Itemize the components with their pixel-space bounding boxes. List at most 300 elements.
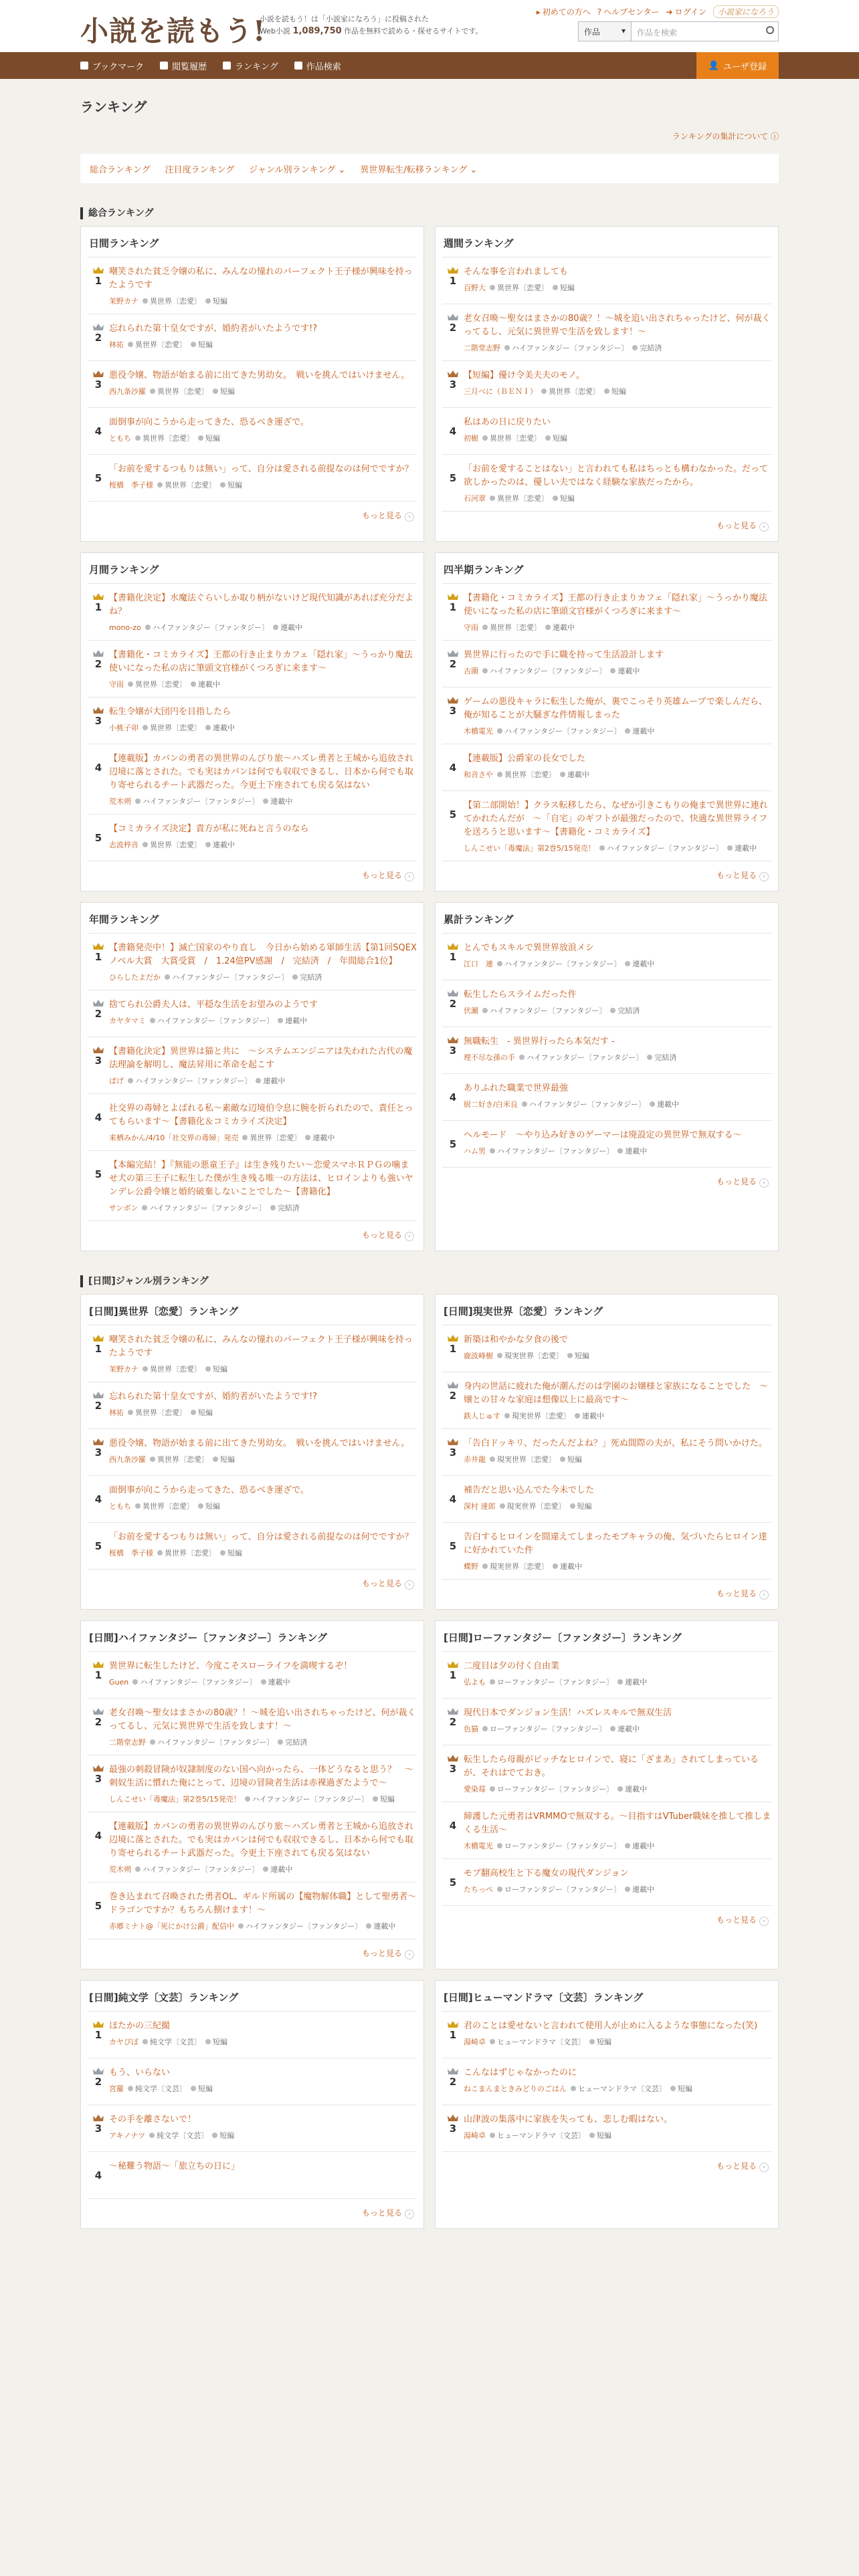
work-title-link[interactable]: 老女召喚〜聖女はまさかの80歳？！〜城を追い出されちゃったけど、何が裁くってるし、元気に異世界で生活を致します！〜 [464, 314, 771, 337]
work-title-link[interactable]: ありふれた職業で世界最強 [464, 1083, 569, 1093]
crown-icon [448, 314, 458, 320]
author-link[interactable]: 宮羅 [109, 2084, 124, 2093]
status-label: 短編 [198, 2084, 213, 2093]
rank-number: 4 [94, 425, 102, 437]
status-label: 短編 [205, 434, 220, 443]
genre-label: ハイファンタジー〔ファンタジー〕 [157, 1016, 274, 1025]
status-dot-icon [205, 2039, 211, 2044]
author-link[interactable]: mono-zo [109, 623, 141, 632]
more-link[interactable]: もっと見る › [442, 861, 771, 885]
work-meta [109, 1455, 417, 1465]
rank-badge [88, 322, 109, 354]
work-title-link[interactable]: 二度目は夕の付く自由業 [464, 1661, 560, 1671]
work-meta [109, 296, 417, 307]
status-label: 短編 [611, 387, 626, 396]
work-meta [464, 666, 771, 677]
author-link[interactable]: 林祐 [109, 1408, 124, 1417]
rank-number: 5 [94, 1900, 102, 1912]
status-label: 完結済 [285, 1738, 308, 1747]
status-label: 短編 [597, 2131, 611, 2140]
site-logo[interactable]: 小説を読もう! [80, 15, 266, 47]
work-title-link[interactable]: 悪役令嬢、物語が始まる前に出てきた男幼女。 戦いを挑んではいけません。 [109, 370, 410, 381]
genre-label: ハイファンタジー〔ファンタジー〕 [504, 727, 622, 736]
status-dot-icon [261, 1679, 266, 1685]
more-link[interactable]: もっと見る › [88, 861, 417, 885]
work-meta [109, 1794, 417, 1805]
author-link[interactable]: 荒木朔 [109, 1865, 131, 1874]
author-link[interactable]: サンボン [109, 1204, 138, 1212]
work-title-link[interactable]: 告白するヒロインを間違えてしまったモブキャラの俺、気づいたらヒロイン達に好かれていた件 [464, 1532, 767, 1555]
chevron-down-icon: ▾ [621, 26, 626, 35]
card-title: [日間]ハイファンタジー〔ファンタジー〕ランキング [88, 1628, 417, 1652]
ranking-entry [109, 2160, 417, 2191]
rank-number: 1 [94, 2029, 102, 2041]
author-link[interactable]: 桜橋 季子様 [109, 1549, 153, 1558]
genre-label: ハイファンタジー〔ファンタジー〕 [252, 1795, 369, 1804]
work-title-link[interactable]: 山津波の集落中に家族を失っても、悲しむ暇はない。 [464, 2115, 673, 2125]
work-title-link[interactable]: もう、いらない [109, 2068, 171, 2078]
work-title-link[interactable]: 巻き込まれて召喚された勇者OL、ギルド所属の【魔物解体職】として聖勇者〜ドラゴンですか？もちろん捌けます！〜 [109, 1892, 417, 1915]
author-link[interactable]: 二階堂志野 [109, 1738, 146, 1747]
author-link[interactable]: 木橋電光 [464, 727, 493, 736]
ranking-row [442, 2105, 771, 2152]
ranking-entry [109, 1390, 417, 1422]
more-link[interactable]: もっと見る › [442, 1168, 771, 1192]
ranking-entry [109, 1707, 417, 1748]
work-title-link[interactable]: その手を離さないで！ [109, 2115, 197, 2125]
rank-number: 5 [94, 1168, 102, 1180]
status-label: 短編 [219, 2131, 235, 2140]
more-link[interactable]: もっと見る › [88, 1939, 417, 1963]
work-title-link[interactable]: 君のことは愛せないと言われて使用人が止めに入るような事態になった(笑) [464, 2021, 758, 2031]
ranking-entry [109, 1763, 417, 1805]
work-title-link[interactable]: ゲームの悪役キャラに転生した俺が、裏でこっそり英雄ムーブで楽しんだら、俺が知ることが大騒ぎな件情報しまった [464, 697, 767, 720]
work-title-link[interactable]: 【書籍化・コミカライズ】王都の行き止まりカフェ「隠れ家」〜うっかり魔法使いになった私の店に筆頭文官様がくつろぎに来ます〜 [109, 650, 413, 673]
status-label: 連載中 [285, 1016, 308, 1025]
more-link[interactable]: もっと見る › [442, 512, 771, 536]
ranking-entry [109, 752, 417, 807]
author-link[interactable]: 守雨 [109, 680, 124, 689]
nav-bookmark[interactable]: ブックマーク [80, 60, 144, 72]
nav-search[interactable]: 作品検索 [294, 60, 341, 72]
ranking-entry [464, 1660, 771, 1691]
author-link[interactable]: 初樹 [464, 434, 478, 443]
ranking-row [88, 2012, 417, 2058]
ranking-row [88, 1094, 417, 1151]
genre-dot-icon [157, 482, 163, 488]
author-link[interactable]: 厨二好き/白米良 [464, 1100, 518, 1109]
work-title-link[interactable]: 補告だと思い込んでた今未でした [464, 1485, 595, 1495]
author-link[interactable]: 深村 達郎 [464, 1502, 496, 1511]
author-link[interactable]: たちっぺ [464, 1885, 493, 1894]
work-title-link[interactable]: 「お前を愛するつもりは無い」って、自分は愛される前提なのは何でですか？ [109, 1532, 413, 1542]
work-title-link[interactable]: 【第二部開始！】クラス転移したら、なぜか引きこもりの俺まで異世界に連れてかれたんだが 〜「自宅」のギフトが最強だったので、快適な異世界ライフを送ろうと思います〜【書籍化・コミカライズ】 [464, 800, 768, 837]
work-meta [109, 387, 417, 397]
work-title-link[interactable]: 面倒事が向こうから走ってきた、恐るべき運ざで。 [109, 417, 309, 427]
work-title-link[interactable]: 私はあの日に戻りたい [464, 417, 551, 427]
work-title-link[interactable]: 身内の世話に疲れた俺が潮んだのは学園のお嬢様と家族になることでした 〜嬢との甘々な家庭は想像以上に最高です〜 [464, 1382, 769, 1405]
work-title-link[interactable]: 【書籍化決定】異世界は猫と共に 〜システムエンジニアは失われた古代の魔法理論を解明し、魔法昇用に革命を起こす [109, 1047, 413, 1070]
status-label: 連載中 [617, 1725, 640, 1733]
author-link[interactable]: しんこせい「毒魔法」第2巻5/15発売！ [464, 844, 595, 853]
author-link[interactable]: 弘よも [464, 1678, 486, 1687]
author-link[interactable]: 理不尽な孫の手 [464, 1053, 515, 1062]
work-title-link[interactable]: 【書籍化決定】水魔法ぐらいしか取り柄がないけど現代知識があれば充分だよね？ [109, 593, 414, 617]
work-meta [464, 433, 771, 444]
ranking-row [442, 641, 771, 687]
more-link[interactable]: もっと見る › [442, 1580, 771, 1604]
search-input[interactable]: 作品を検索 [632, 21, 779, 41]
work-title-link[interactable]: 忘れられた第十皇女ですが、婚約者がいたようです!? [109, 324, 318, 334]
work-meta [109, 1548, 417, 1559]
work-title-link[interactable]: 「お前を愛することはない」と言われても私はちっとも構わなかった。だって欲しかったのは、優しい夫ではなく経験な家族だったから。 [464, 464, 769, 488]
ranking-card [435, 1294, 779, 1610]
work-meta [109, 723, 417, 734]
genre-dot-icon [519, 1055, 524, 1060]
author-link[interactable]: 小桃子卯 [109, 724, 138, 732]
main-nav [0, 52, 859, 79]
rank-number: 4 [94, 1111, 102, 1123]
rank-number: 3 [94, 379, 102, 391]
ranking-about-link[interactable]: ランキングの集計について ⓘ [672, 132, 779, 141]
work-title-link[interactable]: 悪役令嬢、物語が始まる前に出てきた男幼女。 戦いを挑んではいけません。 [109, 1438, 410, 1448]
author-link[interactable]: 荒木朔 [109, 797, 131, 806]
author-link[interactable]: カヤタマミ [109, 1016, 146, 1025]
work-title-link[interactable]: モブ翻高校生と下る魔女の現代ダンジョン [464, 1868, 629, 1879]
more-link[interactable]: もっと見る › [442, 2152, 771, 2176]
rank-badge [88, 265, 109, 307]
work-meta [464, 726, 771, 737]
rank-number: 2 [94, 1400, 102, 1412]
author-link[interactable]: 鉄人じゅす [464, 1412, 500, 1420]
tab-overall[interactable]: 総合ランキング [90, 165, 151, 175]
search-icon[interactable] [766, 26, 774, 34]
ranking-entry [464, 1082, 771, 1113]
ranking-row [442, 1429, 771, 1476]
tab-attention[interactable]: 注目度ランキング [165, 165, 235, 175]
author-link[interactable]: ひらしたよだか [109, 973, 161, 982]
work-title-link[interactable]: 面倒事が向こうから走ってきた、恐るべき運ざで。 [109, 1485, 309, 1495]
card-title: 日間ランキング [88, 233, 417, 257]
crown-icon [448, 1438, 458, 1445]
work-title-link[interactable]: 【連載版】カバンの勇者の異世界のんびり旅〜ハズレ勇者と王城から追放され辺境に落とされた。でも実はカバンは何でも収収できるし、日本から何でも取り寄せられるチート武器だった。今更土下座されても戻る気はない [109, 754, 414, 790]
author-link[interactable]: 志波梓音 [109, 841, 138, 849]
rank-badge [88, 1891, 109, 1932]
help-center-link[interactable]: ? ヘルプセンター [597, 7, 660, 17]
top-links [537, 5, 779, 18]
rank-number: 1 [94, 951, 102, 963]
ranking-entry [109, 265, 417, 307]
rank-badge [88, 1707, 109, 1748]
crown-icon [448, 2115, 458, 2121]
author-link[interactable]: 来栖みかん/4/10「社交界の毒婦」発売 [109, 1134, 239, 1142]
chevron-right-icon: › [405, 1580, 414, 1590]
work-title-link[interactable]: 【連載版】カバンの勇者の異世界のんびり旅〜ハズレ勇者と王城から追放され辺境に落とされた。でも実はカバンは何でも収収できるし、日本から何でも取り寄せられるチート武器だった。今更土下座されても戻る気はない [109, 1822, 414, 1858]
author-link[interactable]: 愛染莓 [464, 1785, 486, 1794]
crown-icon [448, 1335, 458, 1341]
work-title-link[interactable]: 新築は和やかな夕食の後で [464, 1335, 569, 1345]
author-link[interactable]: 石河翠 [464, 494, 486, 503]
tab-genre[interactable]: ジャンル別ランキング ⌄ [249, 165, 346, 175]
status-dot-icon [617, 1679, 623, 1685]
work-title-link[interactable]: とんでもスキルで異世界放浪メシ [464, 943, 594, 953]
ranking-entry [109, 322, 417, 354]
genre-dot-icon [128, 681, 133, 687]
work-title-link[interactable]: 捨てられ公爵夫人は、平穏な生活をお望みのようです [109, 1000, 318, 1010]
author-link[interactable]: 伏瀬 [464, 1006, 478, 1015]
rank-badge [442, 1753, 464, 1795]
crown-icon [448, 1037, 458, 1043]
card-title: [日間]異世界〔恋愛〕ランキング [88, 1301, 417, 1325]
author-link[interactable]: 赤郷ミナト@「死にかけ公爵」配信中 [109, 1922, 234, 1931]
genre-dot-icon [128, 1078, 133, 1083]
genre-dot-icon [497, 1843, 502, 1848]
author-link[interactable]: 茉野カナ [109, 297, 138, 306]
author-link[interactable]: 和音さや [464, 770, 493, 779]
crown-icon [93, 267, 104, 274]
status-label: 連載中 [213, 724, 235, 732]
register-button[interactable]: 👤 ユーザ登録 [696, 52, 779, 79]
author-link[interactable]: 守雨 [464, 623, 478, 632]
status-dot-icon [198, 1503, 203, 1509]
work-title-link[interactable]: そんな事を言われましても [464, 267, 569, 277]
author-link[interactable]: カヤぴぽ [109, 2038, 138, 2046]
rank-number: 4 [94, 762, 102, 774]
work-title-link[interactable]: 【連載版】公爵家の長女でした [464, 754, 586, 764]
work-title-link[interactable]: 老女召喚〜聖女はまさかの80歳？！〜城を追い出されちゃったけど、何が裁くってるし、元気に異世界で生活を致します！〜 [109, 1708, 416, 1731]
work-title-link[interactable]: 嘲笑された貧乏令嬢の私に、みんなの憧れのパーフェクト王子様が興味を持ったようです [109, 267, 413, 290]
author-link[interactable]: 鹿波峰樹 [464, 1352, 493, 1360]
author-link[interactable]: 茉野カナ [109, 1365, 138, 1374]
work-title-link[interactable]: こんなはずじゃなかったのに [464, 2068, 577, 2078]
genre-dot-icon [497, 961, 502, 966]
work-title-link[interactable]: 締護した元勇者はVRMMOで無双する。〜目指すはVTuber職妹を推して推しまくる生活〜 [464, 1812, 771, 1835]
work-title-link[interactable]: 無職転生 - 異世界行ったら本気だす - [464, 1037, 615, 1047]
author-link[interactable]: 三月べに（ＢＥＮＩ） [464, 387, 537, 396]
ranking-entry [109, 2113, 417, 2145]
genre-label: ローファンタジー〔ファンタジー〕 [504, 1842, 622, 1850]
status-dot-icon [604, 389, 609, 394]
genre-dot-icon [504, 345, 510, 350]
work-meta [464, 2037, 771, 2048]
status-label: 連載中 [617, 667, 640, 675]
more-link[interactable]: もっと見る › [88, 502, 417, 526]
genre-label: ローファンタジー〔ファンタジー〕 [490, 1725, 607, 1733]
author-link[interactable]: 湯崎卓 [464, 2038, 486, 2046]
status-dot-icon [553, 285, 558, 290]
work-title-link[interactable]: 転生したらスライムだった件 [464, 990, 577, 1000]
author-link[interactable]: 赤井龍 [464, 1455, 486, 1464]
nav-ranking[interactable]: ランキング [223, 60, 278, 72]
ranking-grid [80, 226, 779, 1251]
rank-badge [442, 988, 464, 1020]
work-meta [464, 387, 771, 397]
author-link[interactable]: ねこまんまときみどりのごはん [464, 2084, 567, 2093]
work-title-link[interactable]: 【書籍化・コミカライズ】王都の行き止まりカフェ「隠れ家」〜うっかり魔法使いになった私の店に筆頭文官様がくつろぎに来ます〜 [464, 593, 767, 617]
author-link[interactable]: 湯崎卓 [464, 2131, 486, 2140]
chevron-right-icon: › [759, 1590, 769, 1600]
more-link[interactable]: もっと見る › [88, 1570, 417, 1594]
rank-number: 5 [449, 1540, 457, 1552]
author-link[interactable]: ぱげ [109, 1077, 124, 1085]
history-icon [160, 62, 168, 70]
work-title-link[interactable]: 現代日本でダンジョン生活！ハズレスキルで無双生活 [464, 1708, 672, 1718]
ranking-card [80, 552, 424, 891]
author-link[interactable]: 桜橋 季子様 [109, 481, 153, 490]
genre-dot-icon [500, 1503, 505, 1509]
work-title-link[interactable]: 異世界に行ったので手に職を持って生活設計します [464, 650, 664, 660]
work-title-link[interactable]: 転生令嬢が大団円を目指したら [109, 707, 231, 717]
author-link[interactable]: 林祐 [109, 340, 124, 349]
nav-history[interactable]: 閲覧履歴 [160, 60, 207, 72]
author-link[interactable]: 西九条沙羅 [109, 1455, 146, 1464]
work-title-link[interactable]: 【書籍発売中！】滅亡国家のやり直し 今日から始める軍師生活【第1回SQEXノベル大賞 大賞受賞 / 1.24億PV感謝 / 完結済 / 年間総合1位】 [109, 943, 417, 966]
author-link[interactable]: 木橋電光 [464, 1842, 493, 1850]
ranking-row [442, 455, 771, 512]
narou-logo[interactable]: 小説家になろう [713, 5, 779, 18]
status-dot-icon [570, 1503, 575, 1509]
work-meta [109, 340, 417, 350]
genre-label: ハイファンタジー〔ファンタジー〕 [140, 1678, 257, 1687]
work-title-link[interactable]: 最強の刺殺冒険が奴隷制度のない国へ向かったら、一体どうなると思う？ 〜刺奴生活に慣れた俺にとって、辺境の冒険者生活は赤裸過ぎたようで〜 [109, 1765, 414, 1788]
author-link[interactable]: ともち [109, 1502, 131, 1511]
author-link[interactable]: 江口 連 [464, 960, 493, 968]
status-dot-icon [198, 435, 203, 441]
genre-dot-icon [497, 728, 502, 734]
tab-isekai[interactable]: 異世界転生/転移ランキング ⌄ [360, 165, 478, 175]
author-link[interactable]: 色猫 [464, 1725, 478, 1733]
crown-icon [448, 593, 458, 600]
crown-icon [448, 2021, 458, 2028]
genre-dot-icon [571, 2086, 576, 2091]
genre-label: 純文学〔文芸〕 [157, 2131, 209, 2140]
rank-badge [442, 1707, 464, 1738]
ranking-row [88, 2105, 417, 2152]
beginners-link[interactable]: ▸ 初めての方へ [536, 7, 591, 17]
rank-badge [442, 2113, 464, 2145]
crown-icon [448, 650, 458, 657]
rank-badge [442, 463, 464, 504]
status-label: 短編 [227, 481, 242, 490]
work-title-link[interactable]: 〜秘難う物語〜「旅立ちの日に」 [109, 2161, 240, 2171]
chevron-right-icon: › [405, 512, 414, 522]
genre-label: ハイファンタジー〔ファンタジー〕 [497, 1147, 614, 1156]
work-title-link[interactable]: 【コミカライズ決定】責方が私に死ねと言うのなら [109, 824, 309, 834]
status-dot-icon [270, 1205, 276, 1210]
work-title-link[interactable]: 「お前を愛するつもりは無い」って、自分は愛される前提なのは何でですか？ [109, 464, 413, 474]
work-title-link[interactable]: 嘲笑された貧乏令嬢の私に、みんなの憧れのパーフェクト王子様が興味を持ったようです [109, 1335, 413, 1358]
ranking-entry [464, 1867, 771, 1899]
genre-dot-icon [482, 668, 488, 673]
rank-number: 5 [94, 1540, 102, 1552]
card-title: 年間ランキング [88, 909, 417, 934]
author-link[interactable]: 蝶野 [464, 1562, 478, 1571]
ranking-card [435, 902, 779, 1251]
chevron-right-icon: › [759, 522, 769, 532]
status-dot-icon [292, 974, 298, 980]
work-title-link[interactable]: 異世界に転生したけど、今度こそスローライフを満喫するぞ！ [109, 1661, 353, 1671]
author-link[interactable]: ハム男 [464, 1147, 486, 1156]
ranking-entry [464, 1531, 771, 1572]
rank-badge [88, 1333, 109, 1375]
author-link[interactable]: アキノナツ [109, 2131, 146, 2140]
rank-badge [88, 592, 109, 633]
genre-dot-icon [497, 772, 502, 777]
author-link[interactable]: Guen [109, 1678, 129, 1687]
ranking-row [442, 304, 771, 361]
more-link[interactable]: もっと見る › [442, 1906, 771, 1930]
work-title-link[interactable]: ヘルモード 〜やり込み好きのゲーマーは廃設定の異世界で無双する〜 [464, 1130, 742, 1140]
work-title-link[interactable]: 忘れられた第十皇女ですが、婚約者がいたようです!? [109, 1392, 318, 1402]
genre-dot-icon [145, 625, 151, 630]
genre-label: 異世界〔恋愛〕 [157, 387, 209, 396]
ranking-card [80, 1294, 424, 1610]
author-link[interactable]: 二階堂志野 [464, 344, 500, 352]
rank-number: 5 [449, 472, 457, 484]
ranking-entry [464, 799, 771, 854]
work-meta [109, 1864, 417, 1875]
ranking-row [442, 934, 771, 980]
chevron-right-icon: › [759, 2163, 769, 2172]
work-meta [109, 1408, 417, 1418]
author-link[interactable]: ともち [109, 434, 131, 443]
ranking-entry [109, 2066, 417, 2098]
rank-number: 3 [449, 1446, 457, 1459]
work-title-link[interactable]: 転生したら母親がビッチなヒロインで、寝に「ざまあ」されてしまっているが、それはでておき。 [464, 1755, 759, 1778]
search-type-select[interactable]: 作品 ▾ [578, 21, 632, 41]
ranking-entry [109, 1891, 417, 1932]
ranking-entry [464, 649, 771, 680]
work-title-link[interactable]: 【本編完結！】『無能の悪童王子』は生き残りたい〜恋愛スマホＲＰＧの噛ませ犬の第三王子に転生した僕が生き残る唯一の方法は、ヒロインよりも強いヤンデレ公爵令嬢と婚約破棄しないことでした〜【書籍化】 [109, 1160, 413, 1197]
genre-dot-icon [149, 2133, 155, 2138]
genre-dot-icon [128, 1410, 133, 1415]
work-title-link[interactable]: 社交界の毒婦とよばれる私〜素敵な辺境伯令息に腕を折られたので、責任とってもらいます〜【書籍化＆コミカライズ決定】 [109, 1103, 413, 1127]
genre-label: ローファンタジー〔ファンタジー〕 [497, 1678, 614, 1687]
work-title-link[interactable]: 【短編】優け令美夫夫のモノ。 [464, 370, 585, 381]
genre-dot-icon [245, 1796, 250, 1802]
status-label: 短編 [198, 340, 213, 349]
work-title-link[interactable]: 「告白ドッキリ、だったんだよね？」死ぬ間際の夫が、私にそう問いかけた。 [464, 1438, 767, 1448]
status-label: 連載中 [373, 1922, 396, 1931]
chevron-right-icon: › [405, 1950, 414, 1959]
ranking-sections [80, 207, 779, 2229]
genre-label: 異世界〔恋愛〕 [150, 1365, 201, 1374]
rank-number: 2 [449, 658, 457, 670]
author-link[interactable]: 百野大 [464, 284, 486, 292]
genre-dot-icon [490, 1679, 495, 1685]
login-link[interactable]: ➜ ログイン [666, 7, 706, 17]
rank-badge [442, 1810, 464, 1852]
genre-label: 異世界〔恋愛〕 [135, 340, 187, 349]
status-label: 連載中 [270, 797, 293, 806]
author-link[interactable]: 古薗 [464, 667, 478, 675]
more-link[interactable]: もっと見る › [88, 1221, 417, 1245]
tagline-line-2: Web小説 1,089,750 作品を無料で読める・探せるサイトです。 [260, 26, 483, 36]
ranking-entry [109, 1531, 417, 1562]
genre-label: 異世界〔恋愛〕 [549, 387, 600, 396]
ranking-row [88, 1037, 417, 1094]
author-link[interactable]: 西九条沙羅 [109, 387, 146, 396]
ranking-card [435, 226, 779, 542]
author-link[interactable]: しんこせい「毒魔法」第2巻5/15発売！ [109, 1795, 241, 1804]
status-label: 短編 [577, 1502, 592, 1511]
rank-badge [442, 799, 464, 854]
status-label: 連載中 [312, 1134, 335, 1142]
rank-number: 3 [449, 2123, 457, 2135]
work-title-link[interactable]: ほたかの三紀撮 [109, 2021, 171, 2031]
ranking-row [442, 1523, 771, 1580]
more-link[interactable]: もっと見る › [88, 2199, 417, 2223]
